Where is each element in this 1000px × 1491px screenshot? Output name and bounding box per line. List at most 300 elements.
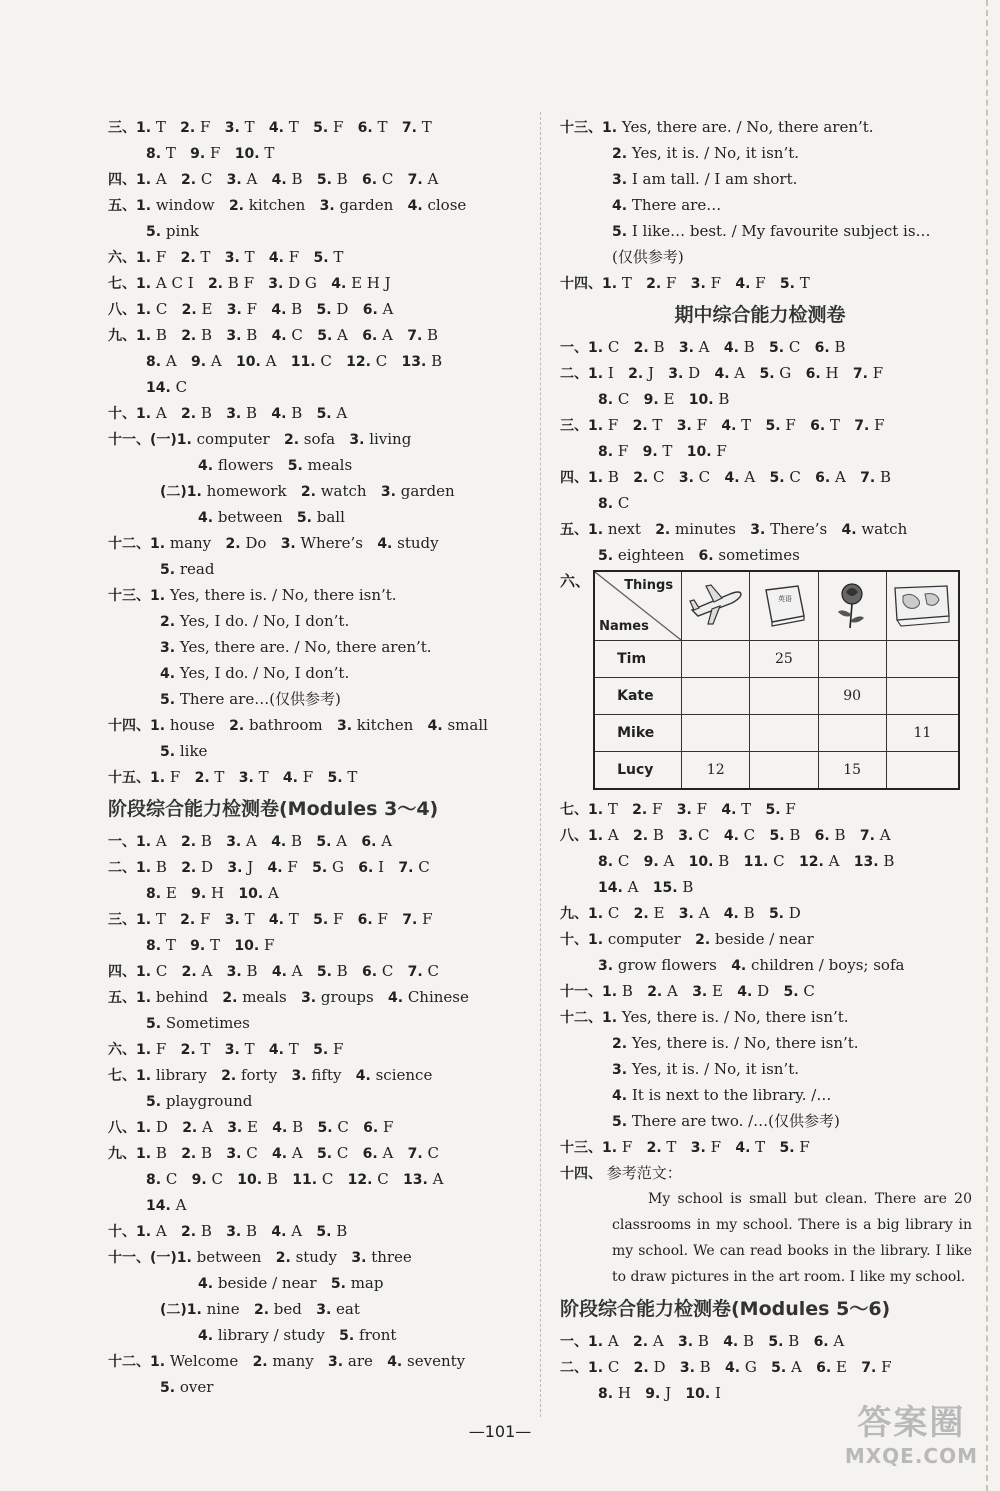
- answer-text: B: [743, 904, 755, 922]
- answer-text: A: [291, 962, 303, 980]
- item-number: 5.: [598, 548, 614, 564]
- item-number: 10.: [686, 444, 712, 460]
- item-number: 4.: [737, 984, 753, 1000]
- answer-text: study: [295, 1248, 338, 1266]
- item-number: 5.: [160, 1380, 176, 1396]
- item-number: 2.: [695, 932, 711, 948]
- answer-row: [560, 848, 960, 874]
- answer-row: [560, 244, 960, 270]
- question-number: 十三、: [108, 588, 150, 604]
- item-number: 5.: [313, 250, 329, 266]
- item-number: 4.: [714, 366, 730, 382]
- answer-text: B: [431, 352, 443, 370]
- item-number: 4.: [198, 510, 214, 526]
- item-number: 5.: [287, 458, 303, 474]
- item-number: 5.: [771, 1360, 787, 1376]
- answer-row: [108, 322, 528, 348]
- item-number: 6.: [698, 548, 714, 564]
- item-number: 3.: [690, 276, 706, 292]
- answer-row: [560, 386, 960, 412]
- item-number: 3.: [226, 1224, 242, 1240]
- item-number: 4.: [723, 340, 739, 356]
- table-corner-cell: [594, 571, 681, 641]
- answer-row: [108, 634, 528, 660]
- answer-text: Yes, there is. / No, there isn’t.: [631, 1034, 859, 1052]
- answer-text: B: [834, 826, 846, 844]
- item-number: 3.: [224, 1042, 240, 1058]
- item-number: 2.: [633, 828, 649, 844]
- right-bottom-sections: [560, 1290, 960, 1406]
- item-number: 4.: [725, 1360, 741, 1376]
- question-number: 六、: [108, 250, 136, 266]
- answer-text: I am tall. / I am short.: [631, 170, 798, 188]
- answer-text: F: [155, 1040, 167, 1058]
- item-number: 5.: [316, 834, 332, 850]
- row-name: Kate: [594, 678, 681, 715]
- answer-text: window: [155, 196, 215, 214]
- item-number: 5.: [765, 418, 781, 434]
- item-number: 3.: [224, 250, 240, 266]
- answer-row: [560, 542, 960, 568]
- item-number: 1.: [136, 1068, 152, 1084]
- answer-row: [560, 1134, 960, 1160]
- answer-text: beside / near: [217, 1274, 317, 1292]
- answer-text: T: [288, 910, 299, 928]
- item-number: 11.: [292, 1172, 318, 1188]
- answer-text: T: [165, 144, 176, 162]
- item-number: 6.: [363, 1120, 379, 1136]
- answer-text: F: [652, 800, 663, 818]
- map-picture-cell: [886, 571, 959, 641]
- item-number: 2.: [275, 1250, 291, 1266]
- item-number: 1.: [588, 366, 604, 382]
- answer-text: study: [397, 534, 439, 552]
- item-number: 3.: [678, 828, 694, 844]
- answer-text: A: [175, 1196, 187, 1214]
- answer-text: C: [321, 1170, 334, 1188]
- answer-row: [108, 1036, 528, 1062]
- answer-row: [108, 880, 528, 906]
- item-number: 5.: [316, 172, 332, 188]
- answer-row: [108, 530, 528, 556]
- item-number: 5.: [779, 1140, 795, 1156]
- answer-text: F: [382, 1118, 394, 1136]
- answer-row: [108, 1114, 528, 1140]
- answer-text: F: [263, 936, 275, 954]
- item-number: 4.: [721, 802, 737, 818]
- answer-text: T: [607, 800, 618, 818]
- answer-text: A: [291, 1222, 303, 1240]
- table-cell: [750, 715, 818, 752]
- answer-text: F: [755, 274, 766, 292]
- item-number: 4.: [268, 120, 284, 136]
- answer-text: over: [179, 1378, 214, 1396]
- item-number: 3.: [301, 990, 317, 1006]
- item-number: 3.: [160, 640, 176, 656]
- answer-text: C: [427, 962, 439, 980]
- item-number: 7.: [407, 1146, 423, 1162]
- item-number: 3.: [224, 120, 240, 136]
- item-number: 1.: [136, 834, 152, 850]
- answer-row: [560, 114, 960, 140]
- answer-text: T: [200, 1040, 211, 1058]
- item-number: 2.: [633, 1360, 649, 1376]
- item-number: 5.: [160, 744, 176, 760]
- table-cell: [886, 678, 959, 715]
- answer-text: E H J: [351, 274, 391, 292]
- answer-row: [560, 516, 960, 542]
- answer-text: B: [607, 468, 619, 486]
- table-cell: [750, 678, 818, 715]
- row-name: Lucy: [594, 752, 681, 790]
- item-number: 4.: [271, 328, 287, 344]
- answer-text: A: [165, 352, 177, 370]
- item-number: 14.: [146, 380, 171, 396]
- answer-text: B: [200, 404, 212, 422]
- answer-row: [560, 166, 960, 192]
- item-number: 5.: [313, 912, 329, 928]
- answer-text: close: [427, 196, 467, 214]
- item-number: 10.: [685, 1386, 711, 1402]
- item-number: 4.: [271, 964, 287, 980]
- table-row: [594, 641, 959, 678]
- item-number: 4.: [721, 418, 737, 434]
- item-number: 4.: [723, 828, 739, 844]
- item-number: 1.: [136, 120, 152, 136]
- question-number: 十二、: [108, 536, 150, 552]
- item-number: 1.: [588, 522, 604, 538]
- item-number: 5.: [768, 906, 784, 922]
- item-number: 11.: [290, 354, 316, 370]
- answer-text: between: [217, 508, 283, 526]
- table-cell: [818, 715, 886, 752]
- answer-text: computer: [196, 430, 270, 448]
- item-number: 2.: [646, 276, 662, 292]
- answer-row: [560, 978, 960, 1004]
- answer-text: E: [836, 1358, 847, 1376]
- table-cell: 15: [818, 752, 886, 790]
- answer-row: [108, 556, 528, 582]
- answer-text: next: [607, 520, 641, 538]
- item-number: 7.: [861, 1360, 877, 1376]
- item-number: 1.: [136, 1120, 152, 1136]
- item-number: 2.: [253, 1302, 270, 1318]
- answer-row: [108, 764, 528, 790]
- table-cell: [750, 752, 818, 790]
- answer-text: ball: [316, 508, 345, 526]
- item-number: 4.: [427, 718, 443, 734]
- item-number: 9.: [190, 146, 206, 162]
- answer-text: There are…(仅供参考): [179, 690, 341, 708]
- item-number: 5.: [313, 120, 329, 136]
- item-number: 1.: [602, 276, 618, 292]
- answer-row: [560, 1160, 960, 1186]
- item-number: 2.: [612, 1036, 628, 1052]
- flower-picture: [822, 576, 882, 632]
- item-number: 7.: [398, 860, 414, 876]
- answer-text: B: [883, 852, 895, 870]
- item-number: 6.: [361, 834, 377, 850]
- answer-text: A: [336, 832, 348, 850]
- answer-text: C: [155, 962, 168, 980]
- answer-text: T: [421, 118, 432, 136]
- header-names: Names: [599, 619, 649, 634]
- item-number: 2.: [633, 340, 649, 356]
- item-number: 3.: [380, 484, 396, 500]
- question-number: 四、: [108, 964, 136, 980]
- item-number: 2.: [181, 1224, 197, 1240]
- answer-row: [108, 1322, 528, 1348]
- item-number: 3.: [676, 802, 692, 818]
- item-number: 1.: [136, 198, 152, 214]
- item-number: 4.: [268, 1042, 284, 1058]
- answer-text: B: [291, 300, 303, 318]
- item-number: 2.: [222, 990, 238, 1006]
- item-number: 4.: [160, 666, 176, 682]
- item-number: 4.: [355, 1068, 371, 1084]
- answer-text: F: [696, 800, 708, 818]
- item-number: 3.: [678, 1334, 694, 1350]
- answer-text: C: [427, 1144, 439, 1162]
- item-number: 1.: [136, 1042, 152, 1058]
- answer-text: many: [169, 534, 212, 552]
- answer-text: forty: [240, 1066, 278, 1084]
- answer-text: D: [688, 364, 701, 382]
- answer-text: F: [287, 858, 298, 876]
- answer-text: B: [718, 390, 730, 408]
- question-number: 十二、: [108, 1354, 150, 1370]
- table-cell: 90: [818, 678, 886, 715]
- item-number: 1.: [136, 328, 152, 344]
- item-number: 3.: [678, 340, 694, 356]
- answer-row: [560, 1056, 960, 1082]
- item-number: 3.: [226, 302, 242, 318]
- answer-text: many: [272, 1352, 314, 1370]
- answer-text: B: [292, 1118, 304, 1136]
- item-number: 2.: [300, 484, 316, 500]
- answer-text: computer: [607, 930, 681, 948]
- answer-text: nine: [206, 1300, 240, 1318]
- answer-text: kitchen: [356, 716, 414, 734]
- item-number: 13.: [401, 354, 427, 370]
- answer-row: [108, 1140, 528, 1166]
- question-number: 一、: [560, 1334, 588, 1350]
- answer-text: A: [663, 852, 675, 870]
- question-number: 十五、: [108, 770, 150, 786]
- answer-text: flowers: [217, 456, 274, 474]
- item-number: 9.: [643, 854, 659, 870]
- answer-row: [560, 412, 960, 438]
- answer-text: C: [607, 904, 620, 922]
- item-number: 4.: [724, 470, 740, 486]
- question-number: 一、: [560, 340, 588, 356]
- answer-text: behind: [155, 988, 209, 1006]
- item-number: 5.: [330, 1276, 346, 1292]
- item-number: 5.: [160, 562, 176, 578]
- answer-row: [560, 270, 960, 296]
- answer-text: E: [165, 884, 177, 902]
- item-number: 3.: [319, 198, 335, 214]
- question-number: 七、: [108, 276, 136, 292]
- answer-text: J: [247, 858, 254, 876]
- answer-text: A: [246, 832, 257, 850]
- answer-text: small: [447, 716, 488, 734]
- answer-text: library: [155, 1066, 207, 1084]
- item-number: 15.: [652, 880, 678, 896]
- item-number: 5.: [769, 828, 785, 844]
- item-number: 2.: [647, 984, 663, 1000]
- header-things: Things: [624, 578, 674, 593]
- answer-text: B: [291, 404, 303, 422]
- answer-text: T: [244, 248, 255, 266]
- item-number: 13.: [403, 1172, 428, 1188]
- answer-row: [108, 296, 528, 322]
- answer-text: A: [382, 1144, 394, 1162]
- answer-text: like: [179, 742, 208, 760]
- answer-text: B: [697, 1332, 709, 1350]
- item-number: 1.: [136, 406, 152, 422]
- item-number: 5.: [146, 1016, 162, 1032]
- question-number: 三、: [560, 418, 588, 434]
- answer-row: [108, 270, 528, 296]
- answer-text: D: [336, 300, 349, 318]
- item-number: (二)1.: [160, 1302, 202, 1318]
- table-cell: [886, 752, 959, 790]
- item-number: 1.: [136, 1146, 152, 1162]
- answer-text: C: [336, 1144, 349, 1162]
- item-number: 5.: [779, 276, 795, 292]
- answer-text: C: [200, 170, 213, 188]
- item-number: 5.: [316, 1224, 332, 1240]
- answer-text: house: [169, 716, 215, 734]
- item-number: 7.: [854, 418, 870, 434]
- item-number: 2.: [180, 250, 196, 266]
- answer-text: E: [653, 904, 665, 922]
- answer-row: [108, 932, 528, 958]
- answer-text: D: [155, 1118, 168, 1136]
- answer-row: [108, 1244, 528, 1270]
- item-number: 8.: [146, 1172, 162, 1188]
- item-number: 3.: [224, 912, 240, 928]
- item-number: 4.: [377, 536, 393, 552]
- right-mid-sections: [560, 796, 960, 1186]
- section-heading: 阶段综合能力检测卷(Modules 3～4): [108, 798, 439, 820]
- answer-text: F: [799, 1138, 810, 1156]
- table-row: [594, 752, 959, 790]
- answer-text: meals: [307, 456, 353, 474]
- item-number: 2.: [181, 406, 197, 422]
- answer-text: bathroom: [248, 716, 323, 734]
- answer-row: [108, 958, 528, 984]
- answer-row: [108, 114, 528, 140]
- answer-row: [108, 984, 528, 1010]
- item-number: 4.: [735, 276, 751, 292]
- answer-text: sometimes: [718, 546, 800, 564]
- item-number: 2.: [194, 770, 210, 786]
- answer-text: T: [258, 768, 269, 786]
- flower-picture-cell: [818, 571, 886, 641]
- item-number: 7.: [860, 470, 876, 486]
- answer-text: F: [200, 910, 211, 928]
- table-cell: 25: [750, 641, 818, 678]
- item-number: 3.: [226, 1146, 242, 1162]
- answer-text: B: [336, 1222, 348, 1240]
- item-number: 2.: [181, 834, 197, 850]
- item-number: 1.: [150, 536, 166, 552]
- answer-text: B: [653, 338, 665, 356]
- answer-text: meals: [242, 988, 287, 1006]
- item-number: 3.: [226, 964, 242, 980]
- item-number: 2.: [229, 718, 245, 734]
- answer-text: F: [332, 1040, 344, 1058]
- answer-row: [108, 828, 528, 854]
- answer-text: A: [828, 852, 840, 870]
- item-number: 1.: [588, 340, 604, 356]
- item-number: 14.: [146, 1198, 171, 1214]
- answer-text: C: [165, 1170, 178, 1188]
- answer-row: [108, 192, 528, 218]
- answer-text: B: [291, 832, 303, 850]
- answer-text: A: [267, 884, 279, 902]
- answer-text: B: [699, 1358, 711, 1376]
- item-number: 10.: [237, 1172, 263, 1188]
- item-number: 3.: [336, 718, 353, 734]
- answer-row: [560, 1108, 960, 1134]
- answer-text: C: [375, 352, 388, 370]
- item-number: 7.: [402, 912, 418, 928]
- table-header-row: [594, 571, 959, 641]
- item-number: 4.: [612, 1088, 628, 1104]
- item-number: 2.: [252, 1354, 268, 1370]
- item-number: 3.: [690, 1140, 706, 1156]
- item-number: 1.: [602, 1140, 618, 1156]
- answer-text: F: [210, 144, 221, 162]
- answer-row: [108, 244, 528, 270]
- item-number: 5.: [612, 224, 628, 240]
- item-number: 5.: [296, 510, 312, 526]
- item-number: 4.: [407, 198, 423, 214]
- item-number: 6.: [815, 470, 831, 486]
- item-number: 2.: [181, 860, 197, 876]
- answer-text: C: [418, 858, 430, 876]
- item-number: 8.: [146, 886, 162, 902]
- answer-text: F: [872, 364, 884, 382]
- item-number: 3.: [316, 1302, 332, 1318]
- item-number: 3.: [226, 172, 242, 188]
- answer-row: [108, 1062, 528, 1088]
- answer-text: B: [155, 1144, 167, 1162]
- answer-text: C: [743, 826, 756, 844]
- item-number: 6.: [362, 964, 378, 980]
- item-number: 4.: [387, 1354, 403, 1370]
- section-heading: 阶段综合能力检测卷(Modules 5～6): [560, 1298, 891, 1320]
- answer-text: D G: [288, 274, 317, 292]
- answer-text: bed: [273, 1300, 302, 1318]
- answer-text: B: [155, 326, 167, 344]
- answer-text: B: [682, 878, 694, 896]
- answer-text: T: [333, 248, 344, 266]
- item-number: 3.: [598, 958, 614, 974]
- item-number: 9.: [645, 1386, 661, 1402]
- item-number: 2.: [655, 522, 671, 538]
- answer-row: [560, 1354, 960, 1380]
- item-number: 2.: [181, 328, 197, 344]
- left-column: [108, 114, 528, 1400]
- answer-text: C: [653, 468, 665, 486]
- answer-text: A: [155, 170, 167, 188]
- question-number: 一、: [108, 834, 136, 850]
- answer-row: [560, 1328, 960, 1354]
